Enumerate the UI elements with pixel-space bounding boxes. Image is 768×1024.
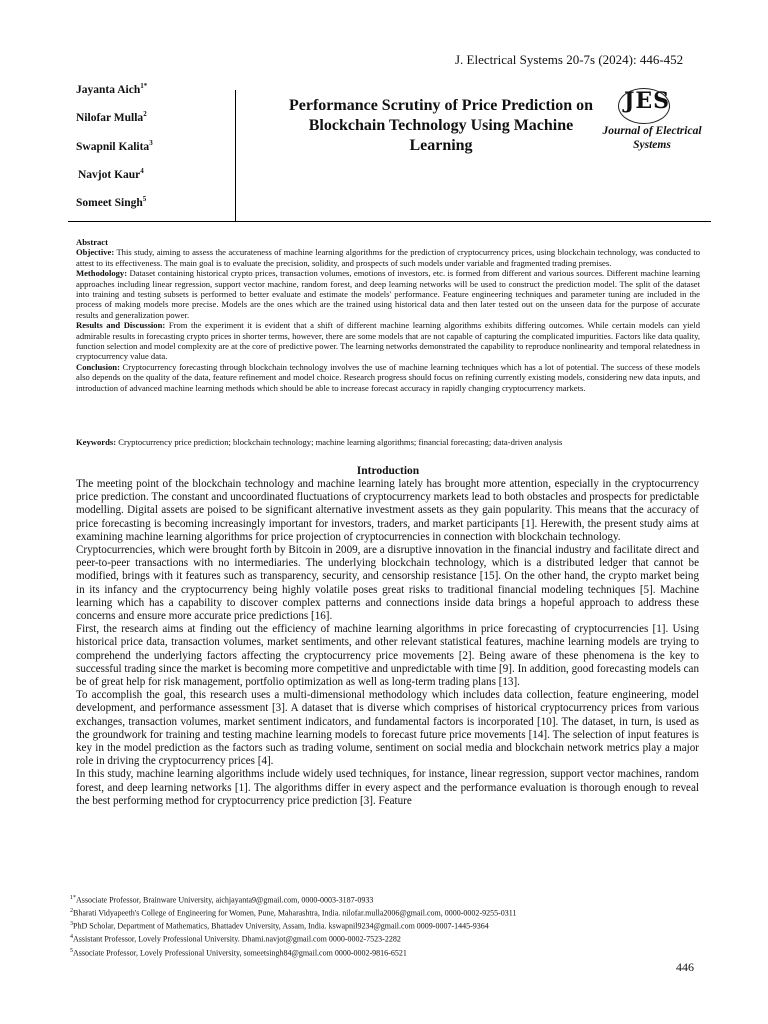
- methodology-label: Methodology:: [76, 268, 128, 279]
- abstract-results: [76, 320, 700, 362]
- intro-paragraph: Cryptocurrencies, which were brought forth by Bitcoin in 2009, are a disruptive innovation in the financial industry and facilitate direct and peer-to-peer transactions with no intermediaries. The underlying blockchain technology, which is a distributed ledger that cannot be modified, brings with it features such as transparency, security, and censorship resistance [15]. On the other hand, the crypto market being in its infancy and the cryptocurrency being highly volatile poses great risks to traditional financial modeling techniques [5]. Machine learning which has a capability to discover complex patterns and connections inside data brings a hopeful approach to address these concerns and ensure more accurate price predictions [16].: [76, 544, 699, 623]
- journal-logo: [598, 88, 710, 174]
- methodology-text: Dataset containing historical crypto prices, transaction volumes, emotions of investors, etc. is formed from different and various sources. Different machine learning approaches including linear regression, support vector machine, random forest, and deep learning networks will be used to construct the prediction model. The split of the dataset into training and testing subsets is performed to better evaluate and estimate the models' performance. Feature engineering techniques and parameter tuning are included in the process of making models more precise. Models are the ones which are the trained using historical data and then later tested out on the unseen data for the purpose of accurate results and generalization power.: [76, 268, 700, 320]
- keywords-label: Keywords:: [76, 437, 117, 447]
- footnotes: [70, 893, 710, 959]
- introduction-body: [76, 478, 699, 808]
- results-text: From the experiment it is evident that a shift of different machine learning algorithms exhibits differing outcomes. While certain models can yield admirable results in forecasting crypto prices in shorter terms, however, there are some models that are not capable of capturing the complicated impurities. Factors like data quality, function selection and model complexity are at the core of predictive power. The learning networks demonstrated the capability to reproduce nonlinearity and temporal relatedness in cryptocurrency value data.: [76, 320, 700, 362]
- header-divider-vertical: [235, 90, 236, 222]
- author-2: [76, 110, 147, 124]
- intro-paragraph: In this study, machine learning algorithms include widely used techniques, for instance, linear regression, support vector machines, random forest, and deep learning networks [1]. The algorithms differ in every aspect and the performance evaluation is thorough enough to reveal the best performing method for cryptocurrency price prediction [3]. Feature: [76, 768, 699, 807]
- results-label: Results and Discussion:: [76, 320, 166, 331]
- footnote-mark: 3: [70, 921, 73, 928]
- author-1: [76, 82, 147, 96]
- footnote: [70, 906, 710, 919]
- intro-paragraph: To accomplish the goal, this research uses a multi-dimensional methodology which includes data collection, feature engineering, model development, and performance assessment [3]. A dataset that is diverse which comprises of historical cryptocurrency prices from various exchanges, transaction volumes, market sentiment indicators, and fundamental factors is incorporated [10]. The dataset, in turn, is used as the groundwork for training and testing machine learning models to forecast future price movements [14]. The selection of input features is key in the model prediction as the factors such as trading volume, sentiment on social media and blockchain network metrics play a major role in driving the cryptocurrency prices [4].: [76, 689, 699, 768]
- abstract-heading: Abstract: [76, 237, 108, 247]
- abstract: [76, 237, 700, 393]
- footnote-text: Associate Professor, Brainware University, aichjayanta9@gmail.com, 0000-0003-3187-0933: [76, 895, 374, 905]
- objective-text: This study, aiming to assess the accurateness of machine learning algorithms for the prediction of cryptocurrency prices, using blockchain technology, was conducted to attest to its effectiveness. The main goal is to evaluate the precision, solidity, and prospects of such models under variable and fragmented trading premises.: [76, 247, 700, 268]
- introduction-heading: Introduction: [356, 465, 420, 477]
- footnote-mark: 1*: [70, 895, 76, 901]
- footnote-text: Bharati Vidyapeeth's College of Engineering for Women, Pune, Maharashtra, India. nilofar.mulla2006@gmail.com, 0000-0002-9255-0311: [73, 908, 517, 918]
- footnote-mark: 4: [70, 934, 73, 941]
- keywords-text: Cryptocurrency price prediction; blockchain technology; machine learning algorithms; financial forecasting; data-driven analysis: [118, 437, 563, 447]
- author-name: Someet Singh: [76, 196, 143, 209]
- abstract-methodology: [76, 268, 700, 320]
- logo-journal-name: Journal of Electrical Systems: [602, 125, 702, 151]
- author-affiliation-mark: 2: [143, 110, 147, 118]
- abstract-conclusion: [76, 362, 700, 393]
- author-name: Jayanta Aich: [76, 83, 141, 96]
- footnote-mark: 2: [70, 908, 73, 915]
- footnote-text: Associate Professor, Lovely Professional University, someetsingh84@gmail.com 0000-0002-9816-6521: [73, 948, 407, 958]
- author-5: [76, 195, 146, 209]
- author-name: Nilofar Mulla: [76, 111, 144, 124]
- conclusion-text: Cryptocurrency forecasting through blockchain technology involves the use of machine learning techniques which has a lot of potential. The success of these models also depends on the quality of the data, feature refinement and model choice. Research progress should focus on refining currently existing models, considering new data inputs, and introduction of advanced machine learning methods which should be able to increase forecast accuracy in rapidly changing cryptocurrency markets.: [76, 361, 700, 393]
- author-name: Navjot Kaur: [78, 168, 141, 181]
- footnote: [70, 893, 710, 906]
- objective-label: Objective:: [76, 247, 115, 258]
- journal-reference: J. Electrical Systems 20-7s (2024): 446-452: [455, 52, 684, 67]
- footnote: [70, 919, 710, 932]
- footnote-text: PhD Scholar, Department of Mathematics, Bhattadev University, Assam, India. kswapnil9234@gmail.com 0009-0007-1445-9364: [73, 921, 489, 931]
- abstract-objective: [76, 247, 700, 268]
- page-number: 446: [676, 960, 694, 974]
- footnote-mark: 5: [70, 947, 73, 954]
- author-4: [78, 167, 144, 181]
- author-affiliation-mark: 1*: [140, 82, 148, 90]
- author-affiliation-mark: 4: [140, 167, 144, 175]
- intro-paragraph: First, the research aims at finding out the efficiency of machine learning algorithms in price forecasting of cryptocurrencies [1]. Using historical price data, transaction volumes, market sentiments, and other relevant statistical features, machine learning models are trying to comprehend the underlying factors affecting the cryptocurrency price movements [2]. Being aware of these phenomena is the key to successful trading since the market is becoming more competitive and unpredictable with time [9]. In addition, good forecasting models can be of great help for risk management, portfolio optimization as well as long-term trading plans [13].: [76, 623, 699, 689]
- footnote: [70, 932, 710, 945]
- author-3: [76, 139, 153, 153]
- author-affiliation-mark: 3: [149, 139, 153, 147]
- keywords: [76, 437, 700, 447]
- author-affiliation-mark: 5: [142, 195, 147, 203]
- footnote-text: Assistant Professor, Lovely Professional University. Dhami.navjot@gmail.com 0000-0002-7523-2282: [73, 935, 401, 945]
- conclusion-label: Conclusion:: [76, 361, 120, 372]
- logo-acronym: JES: [624, 88, 671, 114]
- header-divider-horizontal: [68, 221, 711, 222]
- footnote: [70, 946, 710, 959]
- author-name: Swapnil Kalita: [76, 140, 150, 153]
- paper-title: Performance Scrutiny of Price Prediction on Blockchain Technology Using Machine Learning: [288, 97, 594, 154]
- intro-paragraph: The meeting point of the blockchain technology and machine learning lately has brought more attention, especially in the cryptocurrency price prediction. The constant and uncoordinated fluctuations of cryptocurrency markets lead to both obstacles and prospects for predictable modelling. Digital assets are poised to be significant alternative investment assets as they gain popularity. This means that the accuracy of price forecasting is becoming increasingly important for investors, traders, and market participants [1]. Herewith, the present study aims at examining machine learning algorithms for price projection of cryptocurrencies in connection with blockchain technology.: [76, 478, 699, 543]
